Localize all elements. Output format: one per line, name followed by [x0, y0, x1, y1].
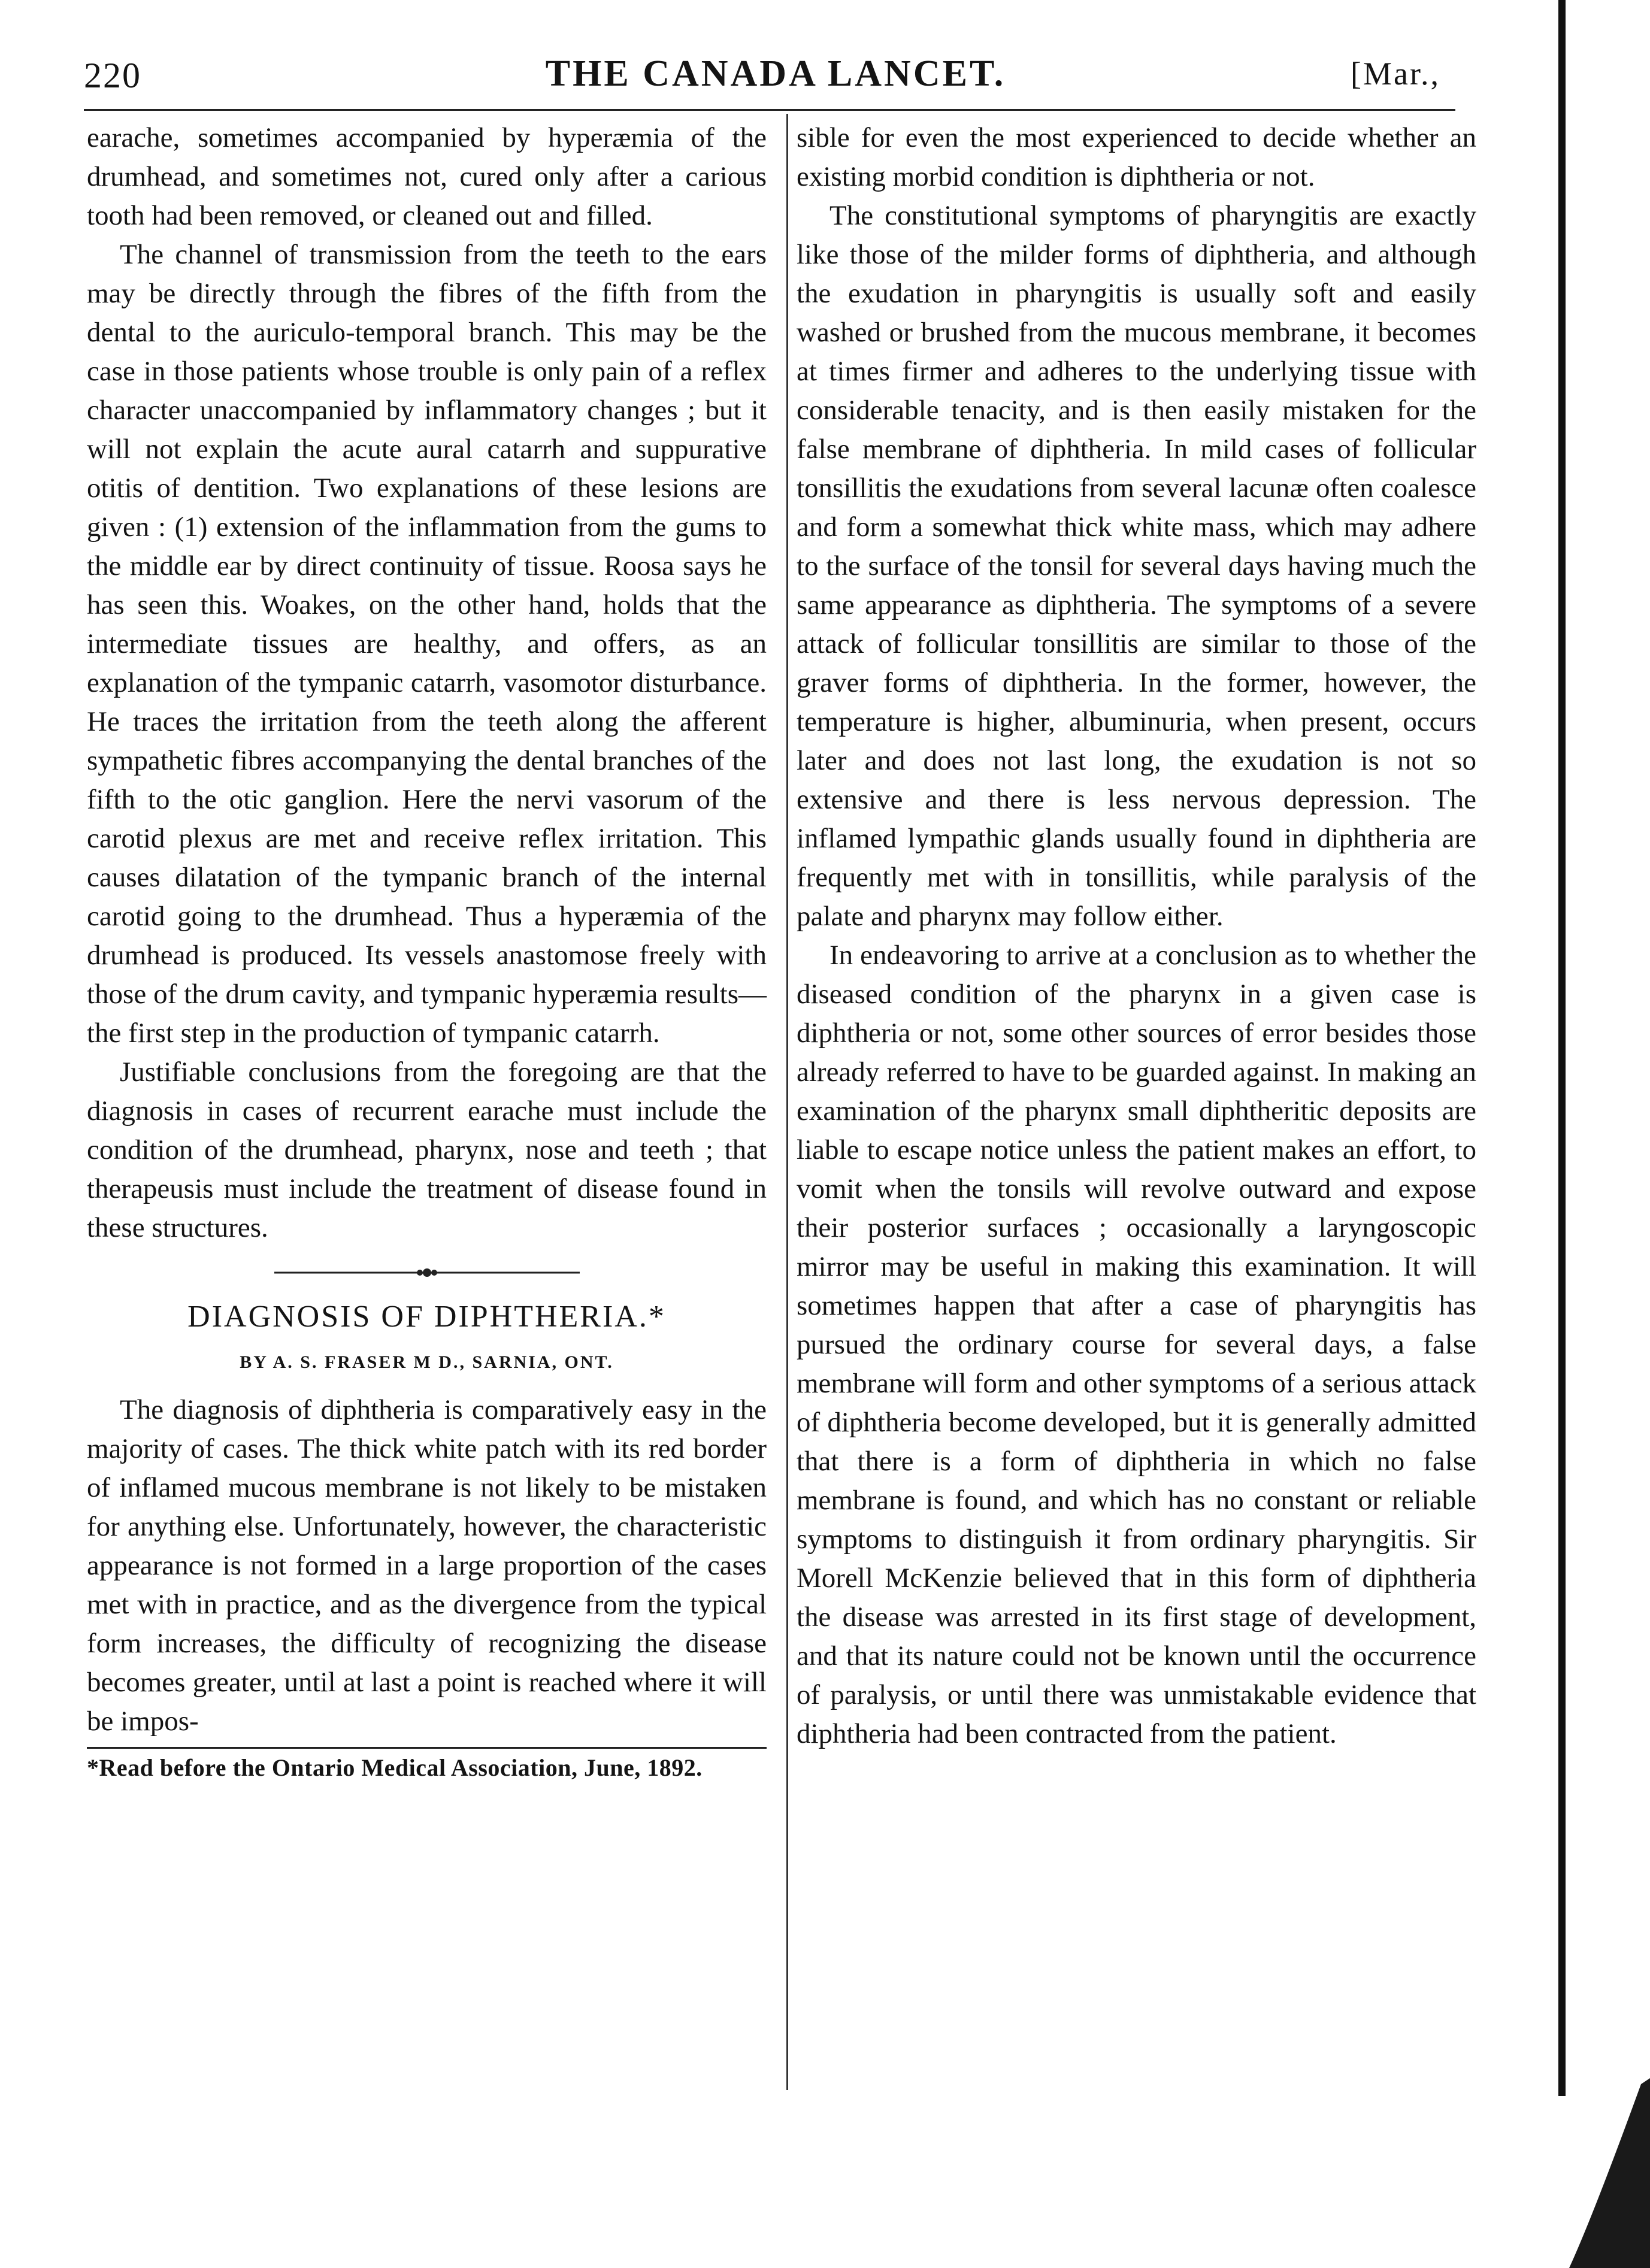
ornament-rule	[274, 1268, 580, 1277]
left-paragraph: Justifiable conclusions from the foregoing are that the diagnosis in cases of recurrent earache must include the condition of the drumhead, pharynx, nose and teeth ; that therapeusis must include the treatment of disease found in these structures.	[87, 1056, 767, 1243]
article-paragraph: The diagnosis of diphtheria is comparatively easy in the majority of cases. The thick white patch with its red border of inflamed mucous membrane is not likely to be mistaken for anything else. Unfortunately, however, the characteristic appearance is not formed in a large proportion of the cases met with in practice, and as the divergence from the typical form increases, the difficulty of recognizing the disease becomes greater, until at last a point is reached where it will be impos-	[87, 1394, 767, 1737]
page-binding-edge	[1557, 0, 1650, 2268]
article-byline: BY A. S. FRASER M D., SARNIA, ONT.	[240, 1352, 614, 1372]
page-header	[0, 0, 1650, 126]
right-paragraph: The constitutional symptoms of pharyngitis are exactly like those of the milder forms of diphtheria, and although the exudation in pharyngitis is usually soft and easily washed or brushed from the mucous membrane, it becomes at times firmer and adheres to the underlying tissue with considerable tenacity, and is then easily mistaken for the false membrane of diphtheria. In mild cases of follicular tonsillitis the exudations from several lacunæ often coalesce and form a somewhat thick white mass, which may adhere to the surface of the tonsil for several days having much the same appearance as diphtheria. The symptoms of a severe attack of follicular tonsillitis are similar to those of the graver forms of diphtheria. In the former, however, the temperature is higher, albuminuria, when present, occurs later and does not last long, the exudation is not so extensive and there is less nervous depression. The inflamed lympathic glands usually found in diphtheria are frequently met with in tonsillitis, while paralysis of the palate and pharynx may follow either.	[797, 200, 1476, 932]
page-number: 220	[84, 56, 141, 95]
section-ornament	[87, 1268, 767, 1277]
left-paragraph: The channel of transmission from the teeth to the ears may be directly through the fibres of the fifth from the dental to the auriculo-temporal branch. This may be the case in those patients whose trouble is only pain of a reflex character unaccompanied by inflammatory changes ; but it will not explain the acute aural catarrh and suppurative otitis of dentition. Two explanations of these lesions are given : (1) extension of the inflammation from the gums to the middle ear by direct continuity of tissue. Roosa says he has seen this. Woakes, on the other hand, holds that the intermediate tissues are healthy, and offers, as an explanation of the tympanic catarrh, vasomotor disturbance. He traces the irritation from the teeth along the afferent sympathetic fibres accompanying the dental branches of the fifth to the otic ganglion. Here the nervi vasorum of the carotid plexus are met and receive reflex irritation. This causes dilatation of the tympanic branch of the internal carotid going to the drumhead. Thus a hyperæmia of the drumhead is produced. Its vessels anastomose freely with those of the drum cavity, and tympanic hyperæmia results—the first step in the production of tympanic catarrh.	[87, 239, 767, 1049]
footnote: *Read before the Ontario Medical Association, June, 1892.	[87, 1754, 703, 1781]
left-paragraph: earache, sometimes accompanied by hyperæmia of the drumhead, and sometimes not, cured only after a carious tooth had been removed, or cleaned out and filled.	[87, 122, 767, 231]
journal-title: THE CANADA LANCET.	[545, 53, 1006, 94]
right-paragraph: In endeavoring to arrive at a conclusion as to whether the diseased condition of the pharynx in a given case is diphtheria or not, some other sources of error besides those already referred to have to be guarded against. In making an examination of the pharynx small diphtheritic deposits are liable to escape notice unless the patient makes an effort, to vomit when the tonsils will revolve outward and expose their posterior surfaces ; occasionally a laryngoscopic mirror may be useful in making this examination. It will sometimes happen that after a case of pharyngitis has pursued the ordinary course for several days, a false membrane will form and other symptoms of a serious attack of diphtheria become developed, but it is generally admitted that there is a form of diphtheria in which no false membrane is found, and which has no constant or reliable symptoms to distinguish it from ordinary pharyngitis. Sir Morell McKenzie believed that in this form of diphtheria the disease was arrested in its first stage of development, and that its nature could not be known until the occurrence of paralysis, or until there was unmistakable evidence that diphtheria had been contracted from the patient.	[797, 940, 1476, 1749]
running-date: [Mar.,	[1351, 56, 1440, 92]
right-column	[797, 119, 1476, 1754]
left-column	[87, 119, 767, 1783]
column-divider	[786, 114, 788, 2090]
footnote-rule	[87, 1747, 767, 1749]
article-title: DIAGNOSIS OF DIPHTHERIA.*	[187, 1300, 666, 1334]
right-paragraph: sible for even the most experienced to decide whether an existing morbid condition is diphtheria or not.	[797, 122, 1476, 192]
header-rule	[84, 109, 1455, 111]
